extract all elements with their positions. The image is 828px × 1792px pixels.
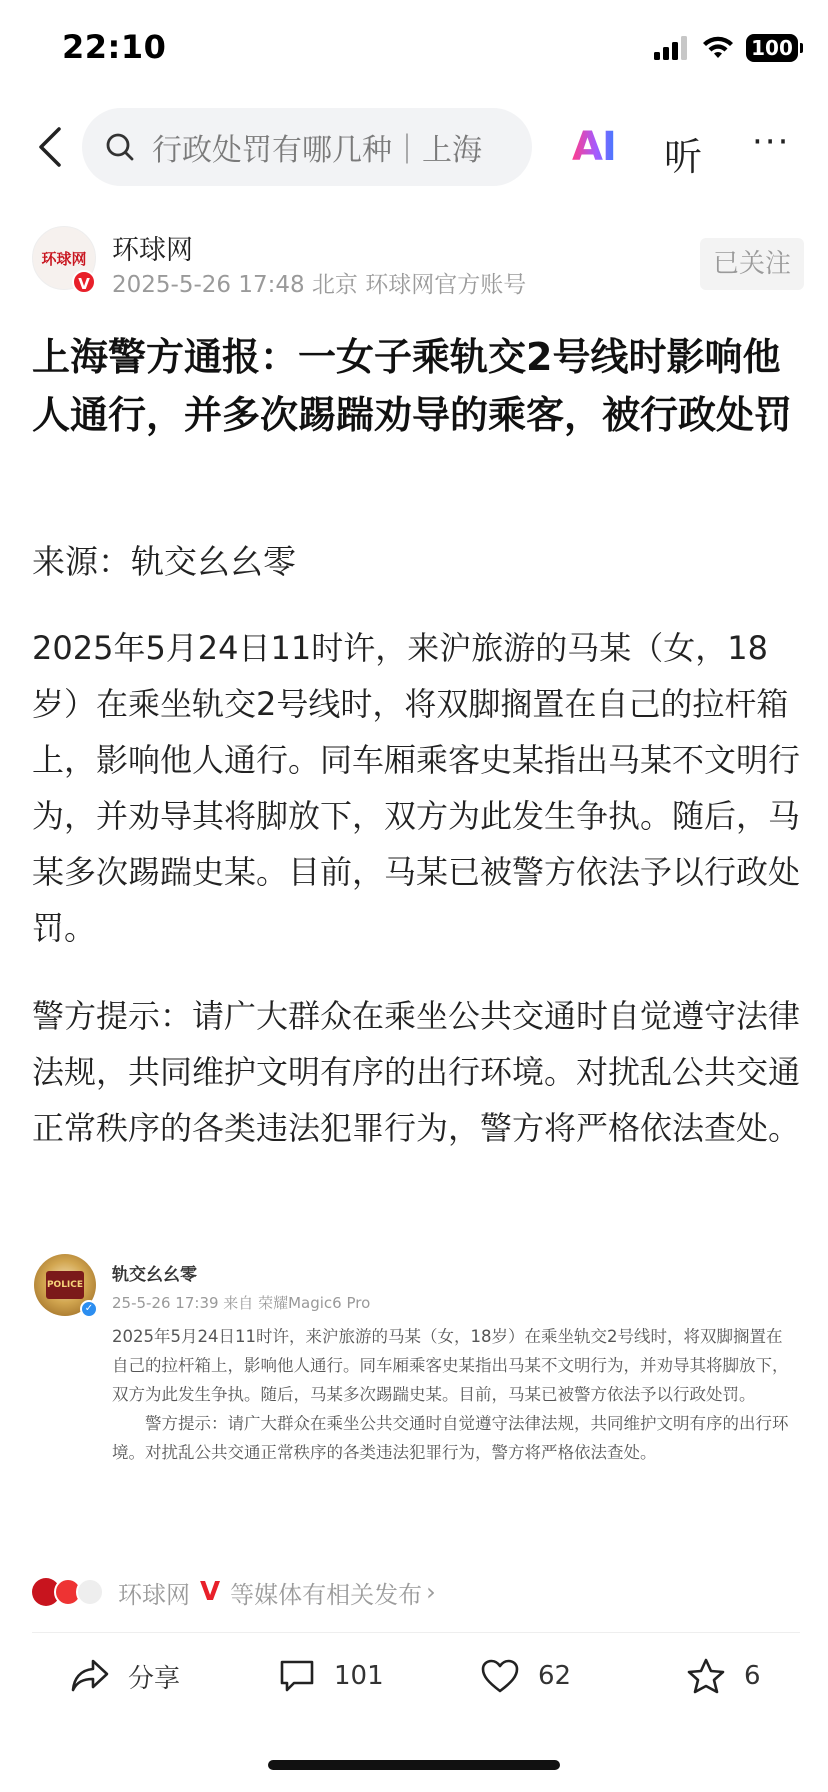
divider: [32, 1632, 800, 1633]
action-bar: [0, 1646, 828, 1706]
heart-icon: [480, 1658, 520, 1694]
search-icon: [104, 131, 136, 163]
verified-v-icon: V: [200, 1577, 221, 1607]
cellular-signal-icon: [654, 36, 690, 60]
favorite-button[interactable]: [686, 1646, 761, 1706]
related-media-name: 环球网: [118, 1580, 190, 1609]
police-badge-icon: POLICE: [46, 1271, 84, 1299]
article-source: 来源：轨交幺幺零: [32, 542, 296, 581]
embed-author-name: 轨交幺幺零: [112, 1265, 197, 1285]
author-row: [0, 226, 828, 296]
embed-body: [112, 1322, 792, 1467]
like-button[interactable]: [480, 1646, 571, 1706]
share-button[interactable]: [70, 1646, 180, 1706]
chevron-right-icon: ›: [426, 1578, 436, 1606]
media-logo-icon: [76, 1578, 104, 1606]
follow-button[interactable]: 已关注: [700, 238, 804, 290]
wifi-icon: [702, 36, 734, 60]
embed-paragraph: 2025年5月24日11时许，来沪旅游的马某（女，18岁）在乘坐轨交2号线时，将双脚搁置在自己的拉杆箱上，影响他人通行。同车厢乘客史某指出马某不文明行为，并劝导其将脚放下，双方为此发生争执。随后，马某多次踢踹史某。目前，马某已被警方依法予以行政处罚。: [112, 1327, 789, 1404]
search-placeholder: 行政处罚有哪几种｜上海: [152, 133, 482, 168]
listen-button[interactable]: 听: [664, 135, 703, 179]
star-icon: [686, 1657, 726, 1695]
embedded-post-image[interactable]: [32, 1240, 800, 1530]
status-time: 22:10: [62, 28, 167, 66]
verified-badge-icon: V: [72, 270, 96, 294]
article-title: 上海警方通报：一女子乘轨交2号线时影响他人通行，并多次踢踹劝导的乘客，被行政处罚: [32, 335, 793, 437]
embed-paragraph: 警方提示：请广大群众在乘坐公共交通时自觉遵守法律法规，共同维护文明有序的出行环境。对扰乱公共交通正常秩序的各类违法犯罪行为，警方将严格依法查处。: [112, 1414, 789, 1462]
author-meta: 2025-5-26 17:48 北京 环球网官方账号: [112, 272, 527, 298]
chevron-left-icon: [37, 126, 63, 168]
share-icon: [70, 1658, 110, 1694]
author-name[interactable]: 环球网: [112, 235, 193, 266]
article-paragraph: 警方提示：请广大群众在乘坐公共交通时自觉遵守法律法规，共同维护文明有序的出行环境。对扰乱公共交通正常秩序的各类违法犯罪行为，警方将严格依法查处。: [32, 997, 801, 1147]
share-label: 分享: [128, 1663, 181, 1694]
like-count: 62: [538, 1661, 572, 1691]
embed-verified-icon: ✓: [80, 1300, 98, 1318]
comment-count: 101: [334, 1661, 384, 1691]
comment-icon: [278, 1658, 316, 1694]
home-indicator: [268, 1760, 560, 1770]
article-paragraph: 2025年5月24日11时许，来沪旅游的马某（女，18岁）在乘坐轨交2号线时，将双脚搁置在自己的拉杆箱上，影响他人通行。同车厢乘客史某指出马某不文明行为，并劝导其将脚放下，双方为此发生争执。随后，马某多次踢踹史某。目前，马某已被警方依法予以行政处罚。: [32, 629, 801, 947]
more-button[interactable]: ···: [752, 122, 791, 162]
media-logos: [32, 1576, 108, 1608]
search-input[interactable]: [82, 108, 532, 186]
avatar-logo-text: 环球网: [41, 249, 87, 268]
status-icons: [654, 34, 798, 62]
related-media-link[interactable]: [32, 1572, 800, 1612]
favorite-count: 6: [744, 1661, 761, 1691]
back-button[interactable]: [30, 122, 70, 172]
embed-meta: 25-5-26 17:39 来自 荣耀Magic6 Pro: [112, 1294, 371, 1312]
related-media-text: 等媒体有相关发布: [230, 1580, 423, 1609]
comment-button[interactable]: [278, 1646, 384, 1706]
nav-bar: [0, 104, 828, 190]
battery-indicator: 100: [746, 34, 798, 62]
ai-button[interactable]: AI: [572, 124, 616, 170]
status-bar: [0, 0, 828, 100]
